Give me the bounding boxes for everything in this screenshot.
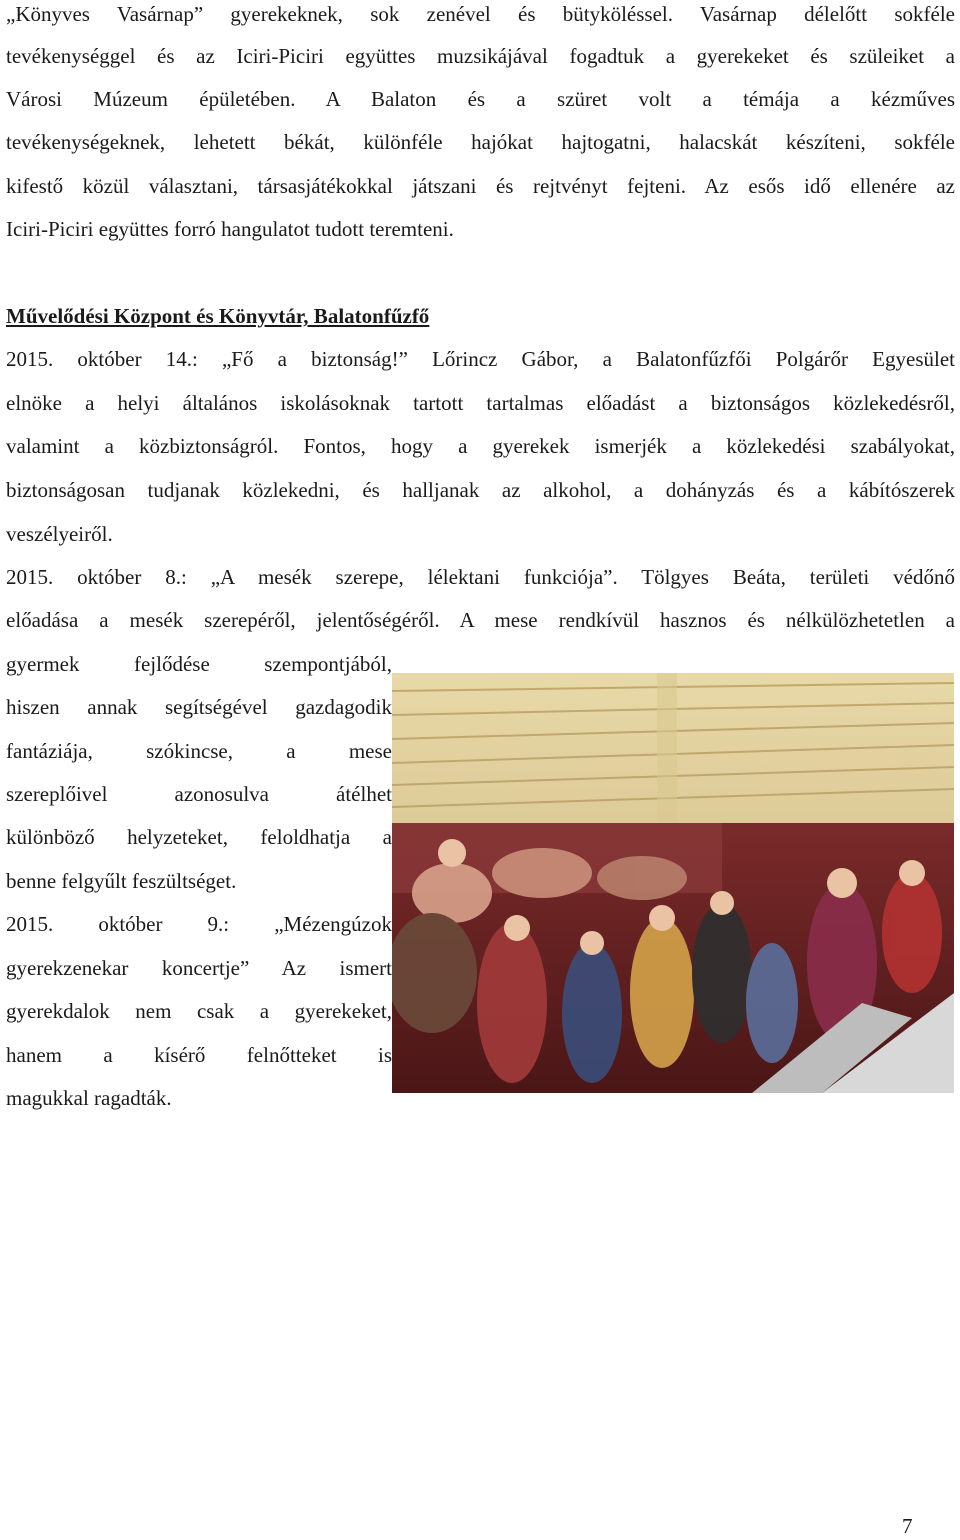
paragraph-line: gyermek fejlődése szempontjából, [6,652,392,676]
paragraph-line: 2015. október 14.: „Fő a biztonság!” Lőrincz Gábor, a Balatonfűzfői Polgárőr Egyesület [6,347,955,371]
paragraph-line: kifestő közül választani, társasjátékokkal játszani és rejtvényt fejteni. Az esős idő ellenére az [6,174,955,198]
paragraph-line: biztonságosan tudjanak közlekedni, és halljanak az alkohol, a dohányzás és a kábítószerek [6,478,955,502]
paragraph-line: hiszen annak segítségével gazdagodik [6,695,392,719]
paragraph-line: gyerekzenekar koncertje” Az ismert [6,956,392,980]
paragraph-line: benne felgyűlt feszültséget. [6,869,237,893]
event-photo [392,673,954,1093]
paragraph-line: 2015. október 8.: „A mesék szerepe, lélektani funkciója”. Tölgyes Beáta, területi védőnő [6,565,955,589]
paragraph-line: magukkal ragadták. [6,1086,172,1110]
paragraph-line: Városi Múzeum épületében. A Balaton és a szüret volt a témája a kézműves [6,87,955,111]
paragraph-line: Iciri-Piciri együttes forró hangulatot tudott teremteni. [6,217,454,241]
paragraph-line: fantáziája, szókincse, a mese [6,739,392,763]
paragraph-line: hanem a kísérő felnőtteket is [6,1043,392,1067]
paragraph-line: „Könyves Vasárnap” gyerekeknek, sok zenével és bütyköléssel. Vasárnap délelőtt sokféle [6,2,955,26]
paragraph-line: szereplőivel azonosulva átélhet [6,782,392,806]
paragraph-line: különböző helyzeteket, feloldhatja a [6,825,392,849]
paragraph-line: tevékenységgel és az Iciri-Piciri együttes muzsikájával fogadtuk a gyerekeket és szüleiket a [6,44,955,68]
paragraph-line: 2015. október 9.: „Mézengúzok [6,912,392,936]
paragraph-line: valamint a közbiztonságról. Fontos, hogy a gyerekek ismerjék a közlekedési szabályokat, [6,434,955,458]
paragraph-line: tevékenységeknek, lehetett békát, különféle hajókat hajtogatni, halacskát készíteni, sokféle [6,130,955,154]
paragraph-line: elnöke a helyi általános iskolásoknak tartott tartalmas előadást a biztonságos közlekedésről, [6,391,955,415]
page-number: 7 [902,1514,913,1538]
paragraph-line: gyerekdalok nem csak a gyerekeket, [6,999,392,1023]
paragraph-line: veszélyeiről. [6,522,113,546]
paragraph-line: előadása a mesék szerepéről, jelentőségéről. A mese rendkívül hasznos és nélkülözhetetlen a [6,608,955,632]
section-heading: Művelődési Központ és Könyvtár, Balatonfűzfő [6,304,430,328]
